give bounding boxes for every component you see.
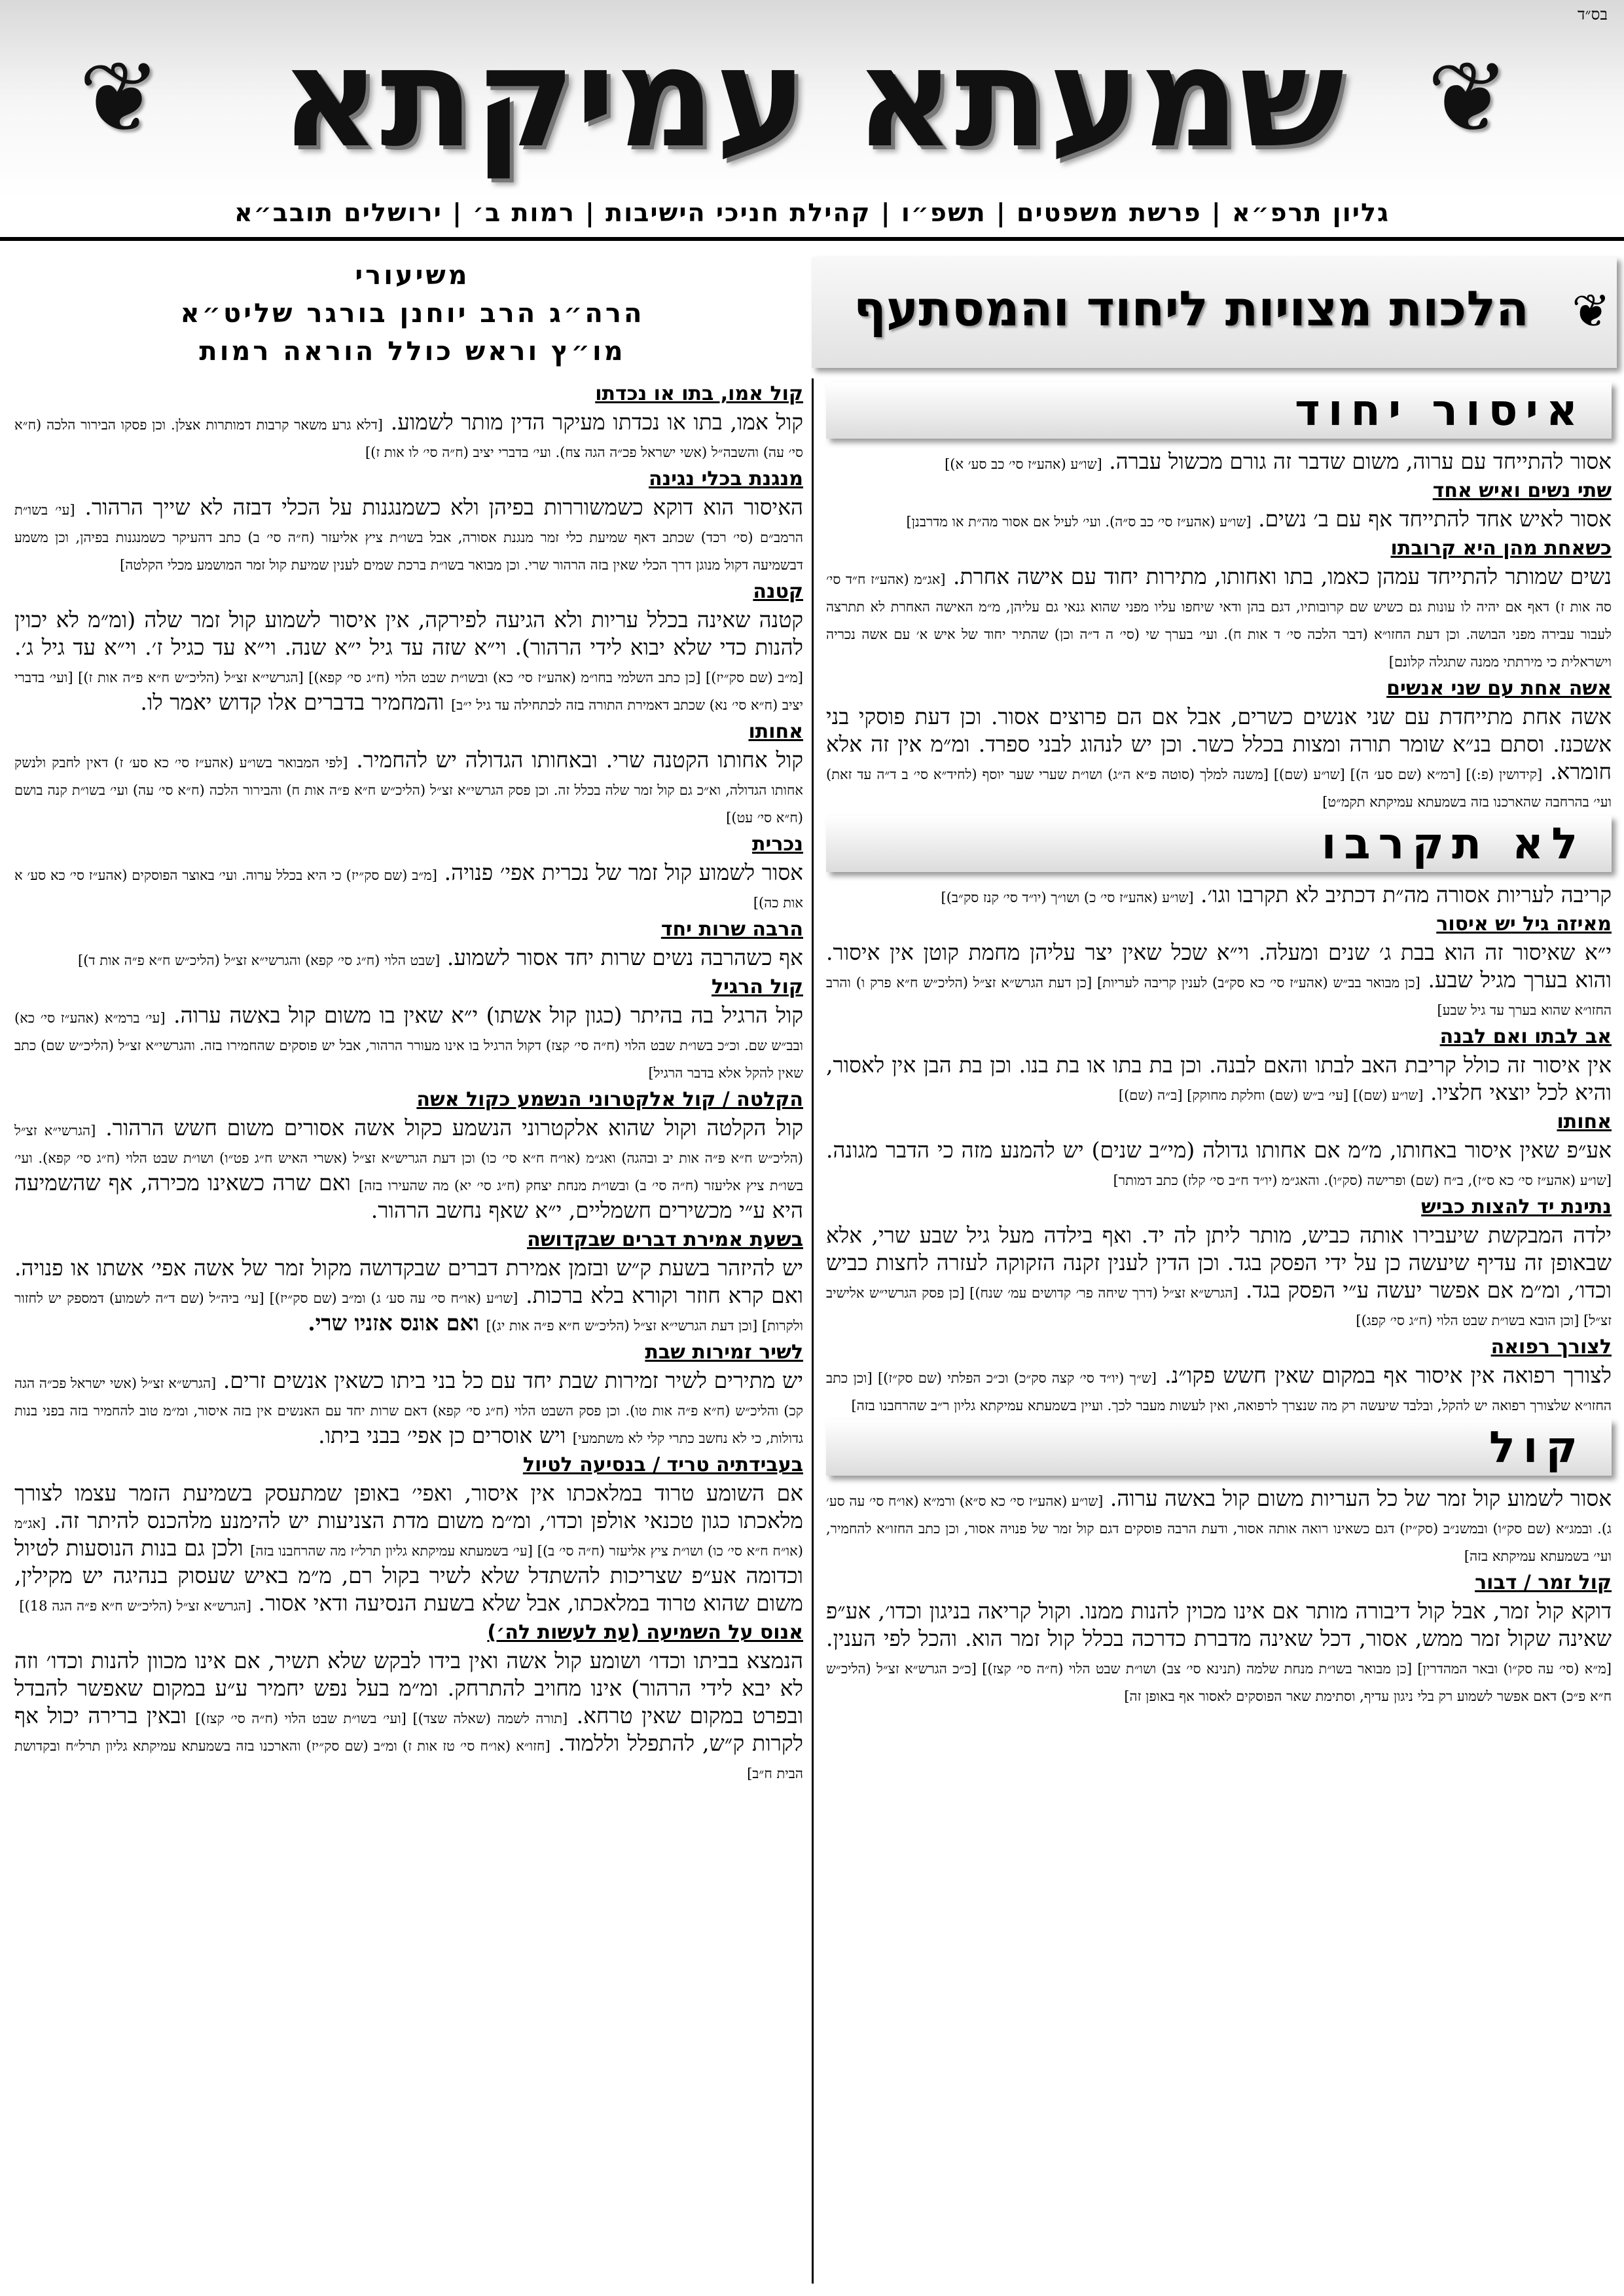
right-column [826, 380, 1612, 1710]
main-title: הלכות מצויות ליחוד והמסתעף [854, 281, 1529, 337]
paragraph: אסור להתייחד עם ערוה, משום שדבר זה גורם מכשול עברה. [שו״ע (אהע״ז סי׳ כב סע׳ א)] [945, 448, 1612, 474]
subheading: לצורך רפואה [1490, 1336, 1612, 1358]
rabbi-name: הרה״ג הרב יוחנן בורגר שליט״א [180, 299, 645, 329]
subheading: שתי נשים ואיש אחד [1432, 479, 1612, 502]
newsletter-title: שמעתא עמיקתא [280, 18, 1344, 178]
subheading: מנגנת בכלי נגינה [649, 467, 803, 490]
paragraph: אם השומע טרוד במלאכתו אין איסור, ואפי׳ באופן שמתעסק בשמיעת הזמר עצמו לצורך מלאכתו כגון טכנאי אולפן וכדו׳, ומ״מ משום מדת הצניעות יש להימנע מלהכנס להיתר זה. [אג״מ (או״ח ח״א סי׳ כו) ושו״ת ציץ אליעזר (ח״ה סי׳ ב)] [עי׳ בשמעתא עמיקתא גליון תרל״ז מה שהרחבנו בזה] ולכן גם בנות הנוסעות לטיול וכדומה אע״פ שצריכות להשתדל שלא לשיר בקול רם, מ״מ באיש שעסוק בנהיגה יש מקילין, משום שהוא טרוד במלאכתו, אבל שלא בשעת הנסיעה ודאי אסור. [הגרש״א זצ״ל (הליכ״ש ח״א פ״ה הגה 18)] [14, 1480, 803, 1616]
section-heading: לא תקרבו [826, 816, 1612, 872]
paragraph: האיסור הוא דוקא כשמשוררות בפיהן ולא כשמנגנות על הכלי דבזה לא שייך הרהור. [עי׳ בשו״ת הרמב״ם (סי׳ רכד) שכתב דאף שמיעת כלי זמר מנגנת אסורה, אבל בשו״ת ציץ אליעזר (ח״ה סי׳ ב) כתב דהעיקר כשמנגנות בפיהן, וכן משמע דבשמיעה דקול מנוגן דרך הכלי שאין בזה הרהור שרי. וכן מבואר בשו״ת ברכת שמים לענין שמיעת קול זמר המושמע מכלי הקלטה] [14, 494, 803, 573]
bsd-mark: בס״ד [1578, 5, 1608, 24]
paragraph: י״א שאיסור זה הוא בבת ג׳ שנים ומעלה. וי״א שכל שאין יצר עליהן מחמת קוטן אין איסור. והוא בערך מגיל שבע. [כן מבואר בב״ש (אהע״ז סי׳ כא סק״ב) לענין קריבה לעריות] [כן דעת הגרש״א זצ״ל (הליכ״ש ח״א פרק ו) והרב החזו״א שהוא בערך עד גיל שבע] [826, 939, 1612, 1018]
subheading: אחותו [748, 720, 803, 743]
left-column [14, 378, 803, 1787]
subheading: קטנה [753, 580, 803, 603]
shiurei-credit [26, 257, 799, 374]
subheading: אב לבתו ואם לבנה [1439, 1025, 1612, 1048]
paragraph: אסור לשמוע קול זמר של כל העריות משום קול באשה ערוה. [שו״ע (אהע״ז סי׳ כא ס״א) ורמ״א (או״ח סי׳ עה סע׳ ג). ובמג״א (שם סק״ו) ובמשנ״ב (סק״יז) דגם כשאינו רואה אותה אסור, ודעת הרבה פוסקים דגם קול זמר של פנויה אסור, וכן כתב החזו״א להחמיר, ועי׳ בשמעתא עמיקתא בזה] [826, 1485, 1612, 1564]
subheading: קול אמו, בתו או נכדתו [595, 382, 803, 405]
fleur-ornament-right-icon: ❦ [1427, 41, 1509, 155]
paragraph: הנמצא בביתו וכדו׳ ושומע קול אשה ואין בידו לבקש שלא תשיר, אם אינו מכוון להנות וכדו׳ וזה לא יבא לידי הרהור) אינו מחויב להתרחק. ומ״מ בעל נפש יחמיר ע״ע במקום שאפשר להבדל ובפרט במקום שאין טרחא. [תורה לשמה (שאלה שצד)] [ועי׳ בשו״ת שבט הלוי (ח״ה סי׳ קצז)] ובאין ברירה יכול אף לקרות ק״ש, להתפלל וללמוד. [חזו״א (או״ח סי׳ טז אות ז) ומ״ב (שם סק״יז) והארכנו בזה בשמעתא עמיקתא גליון תרל״ח ובקדושת הבית ח״ב] [14, 1648, 804, 1781]
paragraph: אף כשהרבה נשים שרות יחד אסור לשמוע. [שבט הלוי (ח״ג סי׳ קפא) והגרשי״א זצ״ל (הליכ״ש ח״א פ״ה אות ד)] [78, 945, 803, 970]
subheading: מאיזה גיל יש איסור [1436, 913, 1612, 936]
paragraph: אשה אחת מתייחדת עם שני אנשים כשרים, אבל אם הם פרוצים אסור. וכן דעת פוסקי בני אשכנז. וסתם בנ״א שומר תורה ומצות בכלל כשר. וכן יש לנהוג לבני ספרד. ומ״מ אין זה אלא חומרא. [קידושין (פ:)] [רמ״א (שם סע׳ ה)] [שו״ע (שם)] [משנה למלך (סוטה פ״א ה״ג) ושו״ת שערי שער יוסף (לחיד״א סי׳ ב ד״ה עד זאת) ועי׳ בהרחבה שהארכנו בזה בשמעתא עמיקתא תקמ״ט] [826, 704, 1612, 810]
paragraph: קריבה לעריות אסורה מה״ת דכתיב לא תקרבו וגו׳. [שו״ע (אהע״ז סי׳ כ) ושו״ך (יו״ד סי׳ קנז סק״ב)] [941, 882, 1612, 907]
issue-info-line: גליון תרפ״א | פרשת משפטים | תשפ״ו | קהילת חניכי הישיבות | רמות ב׳ | ירושלים תובב״א [234, 198, 1390, 227]
subheading: נתינת יד להצות כביש [1421, 1195, 1612, 1218]
paragraph: יש להיזהר בשעת ק״ש ובזמן אמירת דברים שבקדושה מקול זמר של אשה אפי׳ אשתו או פנויה. ואם קרא חוזר וקורא בלא ברכות. [שו״ע (או״ח סי׳ עה סע׳ ג) ומ״ב (שם סק״יז)] [עי׳ ביה״ל (שם ד״ה לשמוע) דמספק יש לחזור ולקרות] [וכן דעת הגרשי״א זצ״ל (הליכ״ש ח״א פ״ה אות יג)] ואם אונס אזניו שרי. [14, 1255, 803, 1336]
subheading: בעבידתיה טריד / בנסיעה לטיול [522, 1453, 803, 1476]
subheading: כשאחת מהן היא קרובתו [1390, 537, 1612, 560]
section-heading: איסור יחוד [826, 382, 1612, 439]
main-title-box [812, 257, 1617, 368]
fleuron-icon: ❦ [1572, 284, 1610, 338]
paragraph: דוקא קול זמר, אבל קול דיבורה מותר אם אינו מכוין להנות ממנו. וקול קריאה בניגון וכדו׳, אע״פ שאינה שקול זמר ממש, אסור, דכל שאינה מדברת כדרכה בכלל קול זמר הוא. והכל לפי הענין. [מ״א (סי׳ עה סק״ו) ובאר המהדרין] [כן מבואר בשו״ת מנחת שלמה (תנינא סי׳ צב) ושו״ת שבט הלוי (ח״ה סי׳ קצז)] [כ״כ הגרש״א זצ״ל (הליכ״ש ח״א פ״כ) דאם אפשר לשמוע רק בלי ניגון עדיף, וסתימת שאר הפוסקים לאסור אף באופן זה] [826, 1598, 1612, 1704]
subheading: הרבה שרות יחד [660, 918, 803, 941]
paragraph: קול אחותו הקטנה שרי. ובאחותו הגדולה יש להחמיר. [לפי המבואר בשו״ע (אהע״ז סי׳ כא סע׳ ז) דאין לחבק ולנשק אחותו הגדולה, וא״כ גם קול זמר שלה בכלל זה. וכן פסק הגרשי״א זצ״ל (הליכ״ש ח״א פ״ה אות ח) והבירור הלכה (ח״א סי׳ עה) ועי׳ בשו״ת קנה בושם (ח״א סי׳ עט)] [14, 747, 803, 826]
shiurei-label: משיעורי [355, 261, 470, 291]
paragraph: קול הקלטה וקול שהוא אלקטרוני הנשמע כקול אשה אסורים משום חשש הרהור. [הגרשי״א זצ״ל (הליכ״ש ח״א פ״ה אות יב ובהגה) ואג״מ (או״ח ח״א סי׳ כו) וכן דעת הגריש״א זצ״ל (אשרי האיש ח״ג פט״ו) ושו״ת שבט הלוי (ח״ג סי׳ קפא). ועי׳ בשו״ת ציץ אליעזר (ח״ה סי׳ ב) ובשו״ת מנחת יצחק (ח״ג סי׳ יא) מה שהעירו בזה] ואם שרה כשאינו מכירה, אף שהשמיעה היא ע״י מכשירים חשמליים, י״א שאף נחשב הרהור. [14, 1115, 803, 1223]
paragraph: ילדה המבקשת שיעבירו אותה כביש, מותר ליתן לה יד. ואף בילדה מעל גיל שבע שרי, אלא שבאופן זה עדיף שיעשה כן על ידי הפסק בגד. וכן הדין לענין זקנה הזקוקה לעזרה לחצות כביש וכדו׳, ומ״מ אם אפשר יעשה ע״י הפסק בגד. [הגרש״א זצ״ל (דרך שיחה פר׳ קדושים עמ׳ שנח)] [כן פסק הגרשי״ש אלישיב זצ״ל] [וכן הובא בשו״ת שבט הלוי (ח״ג סי׳ קפג)] [826, 1222, 1612, 1328]
paragraph: קול אמו, בתו או נכדתו מעיקר הדין מותר לשמוע. [דלא גרע משאר קרבות דמותרות אצלן. וכן פסקו הבירור הלכה (ח״א סי׳ עה) והשבה״ל (אשי ישראל פכ״ה הגה צח). ועי׳ בדברי יציב (ח״ה סי׳ לו אות ז)] [14, 409, 804, 460]
subheading: קול הרגיל [711, 975, 803, 998]
subheading: אנוס על השמיעה (עת לעשות לה׳) [487, 1621, 803, 1644]
paragraph: יש מתירים לשיר זמירות שבת יחד עם כל בני ביתו כשאין אנשים זרים. [הגרש״א זצ״ל (אשי ישראל פכ״ה הגה קכ) והליכ״ש (ח״א פ״ה אות טו). וכן פסק השבט הלוי (ח״ג סי׳ קפא) דאם שרות יחד עם האנשים אין בזה איסור, ומ״מ טוב להחמיר בזה בפני בנות גדולות, כי לא נחשב כתרי קלי לא משתמעי] ויש אוסרים כן אפי׳ בבני ביתו. [14, 1368, 803, 1448]
subheading: קול זמר / דבור [1475, 1571, 1612, 1594]
paragraph: נשים שמותר להתייחד עמהן כאמו, בתו ואחותו, מתירות יחוד עם אישה אחרת. [אג״מ (אהע״ז ח״ד סי׳ סה אות ז) דאף אם יהיה לו עונות גם כשיש שם קרובותיו, דגם בהן ודאי שיחפו עליו מפני שהוא גנאי גם עליהן, מ״מ האישה האחרת לא תתרצה לעבור עבירה מפני הבושה. וכן דעת החזו״א (דבר הלכה סי׳ ד אות ח). ועי׳ בערך שי (סי׳ ה ד״ה וכן) שהתיר יחוד של איש א׳ עם אשה נכריה וישראלית כי מירתתי ממנה שתגלה קלונם] [826, 564, 1612, 670]
header-divider [0, 237, 1624, 241]
section-heading: קול [826, 1419, 1612, 1476]
subheading: לשיר זמירות שבת [645, 1341, 803, 1364]
paragraph: קטנה שאינה בכלל עריות ולא הגיעה לפירקה, אין איסור לשמוע קול זמר שלה (ומ״מ לא יכוין להנות כדי שלא יבוא לידי הרהור). וי״א שזה עד גיל י״א שנה. וי״א עד כגיל ז׳. וי״א עד גיל ג׳. [מ״ב (שם סק״יז)] [כן כתב השלמי בחו״מ (אהע״ז סי׳ כא) ובשו״ת שבט הלוי (ח״ג סי׳ קפא)] [הגרשי״א זצ״ל (הליכ״ש ח״א פ״ה אות ז)] [ועי׳ בדברי יציב (ח״א סי׳ נא) שכתב דאמירת התורה בזה לכתחילה עד גיל י״ב] והמחמיר בדברים אלו קדוש יאמר לו. [14, 607, 803, 715]
subheading: אשה אחת עם שני אנשים [1386, 677, 1612, 700]
subheading: הקלטה / קול אלקטרוני הנשמע כקול אשה [416, 1088, 803, 1111]
subheading: אחותו [1557, 1110, 1612, 1133]
fleur-ornament-left-icon: ❦ [79, 41, 161, 155]
paragraph: אין איסור זה כולל קריבת האב לבתו והאם לבנה. וכן בת בתו או בת בנו. וכן בת הבן אין לאסור, והיא לכל יוצאי חלציו. [שו״ע (שם)] [עי׳ ב״ש (שם) וחלקת מחוקק] [ב״ה (שם)] [826, 1052, 1612, 1105]
paragraph: לצורך רפואה אין איסור אף במקום שאין חשש פקו״נ. [ש״ך (יו״ד סי׳ קצה סק״כ) וכ״כ הפלתי (שם סק״ז)] [וכן כתב החזו״א שלצורך רפואה יש להקל, ובלבד שיעשה רק מה שנצרך לרפואה, ואין לעשות מעבר לכך. ועיין בשמעתא עמיקתא גליון ר״ב שהרחבנו בזה] [826, 1362, 1612, 1413]
subheading: נכרית [752, 833, 803, 856]
column-divider [812, 378, 814, 2284]
paragraph: אע״פ שאין איסור באחותו, מ״מ אם אחותו גדולה (מי״ב שנים) יש להמנע מזה כי הדבר מגונה. [שו״ע (אהע״ז סי׳ כא ס״ז), ב״ח (שם) ופרישה (סק״ו). והאג״מ (יו״ד ח״ב סי׳ קלז) כתב דמותר] [826, 1137, 1612, 1188]
rabbi-position: מו״ץ וראש כולל הוראה רמות [199, 337, 626, 367]
paragraph: קול הרגיל בה בהיתר (כגון קול אשתו) י״א שאין בו משום קול באשה ערוה. [עי׳ ברמ״א (אהע״ז סי׳ כא) ובב״ש שם. וכ״כ בשו״ת שבט הלוי (ח״ה סי׳ קצז) דקול הרגיל בו אינו מעורר הרהור, אבל יש פוסקים שהחמירו בזה. והגרשי״א זצ״ל (הליכ״ש שם) כתב שאין להקל אלא בדבר הרגיל] [14, 1002, 803, 1081]
subheading: בשעת אמירת דברים שבקדושה [527, 1228, 803, 1251]
masthead [0, 0, 1624, 249]
paragraph: אסור לאיש אחד להתייחד אף עם ב׳ נשים. [שו״ע (אהע״ז סי׳ כב ס״ה). ועי׳ לעיל אם אסור מה״ת או מדרבנן] [906, 506, 1612, 532]
paragraph: אסור לשמוע קול זמר של נכרית אפי׳ פנויה. [מ״ב (שם סק״יז) כי היא בכלל ערוה. ועי׳ באוצר הפוסקים (אהע״ז סי׳ כא סע׳ א אות כה)] [14, 860, 803, 911]
